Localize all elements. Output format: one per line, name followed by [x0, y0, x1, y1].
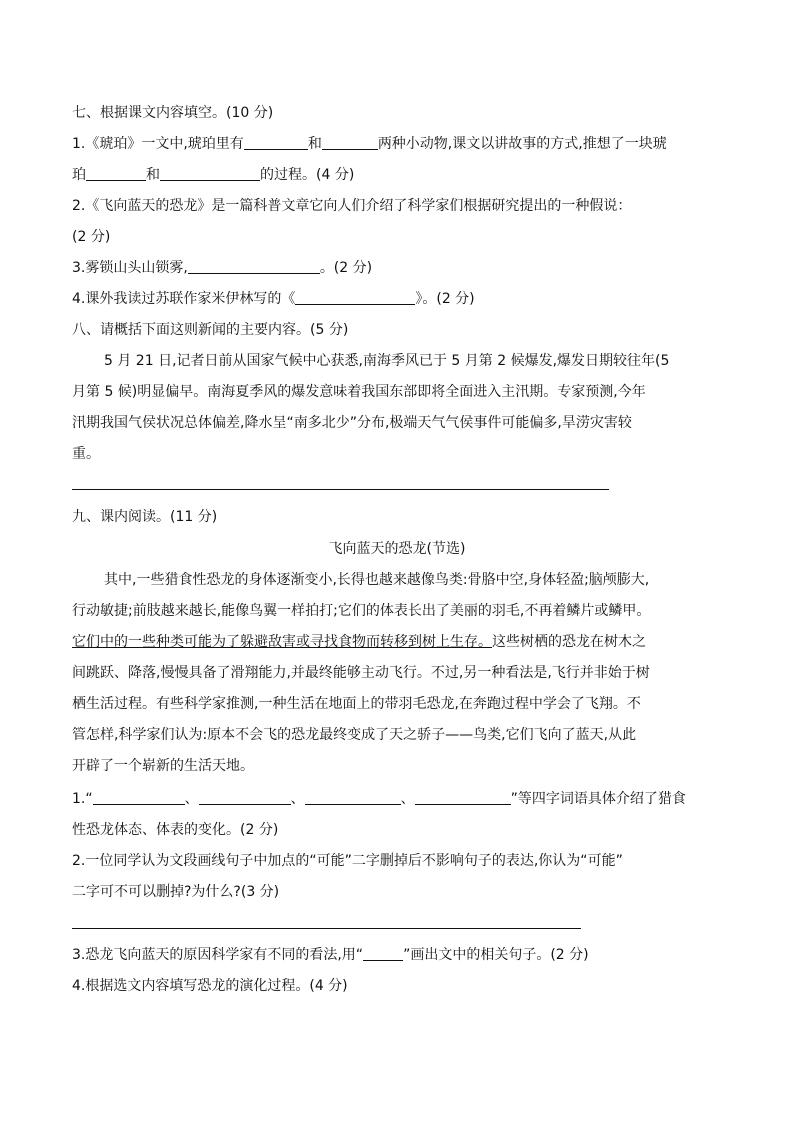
answer-blank[interactable]: [295, 290, 415, 305]
news-paragraph-line: 月第 5 候)明显偏早。南海夏季风的爆发意味着我国东部即将全面进入主汛期。专家预测,今年: [72, 384, 646, 400]
question-text: 和: [146, 167, 160, 183]
question-text: 、: [400, 791, 415, 807]
question-7-2-line-2: (2 分): [72, 229, 111, 245]
question-text: 珀: [72, 167, 86, 183]
question-7-2-line-1: 2.《飞向蓝天的恐龙》是一篇科普文章它向人们介绍了科学家们根据研究提出的一种假说：: [72, 198, 632, 214]
question-text: 的过程。(4 分): [260, 167, 355, 183]
question-9-1-line-1: [72, 790, 686, 808]
question-text: 》。(2 分): [415, 291, 475, 307]
answer-blank[interactable]: [363, 946, 403, 961]
question-text: 。(2 分): [319, 260, 373, 276]
section-9-title: 九、课内阅读。(11 分): [72, 509, 218, 525]
answer-blank[interactable]: [322, 135, 378, 150]
question-text: 、: [290, 791, 305, 807]
answer-blank[interactable]: [93, 790, 185, 805]
question-text: 3.雾锁山头山锁雾,: [72, 260, 188, 276]
question-text: 1.“: [72, 791, 93, 807]
question-9-3: [72, 946, 589, 964]
question-text: 1.《琥珀》一文中,琥珀里有: [72, 136, 244, 152]
question-9-2-line-2: 二字可不可以删掉?为什么?(3 分): [72, 884, 280, 900]
passage-line: [72, 633, 646, 651]
section-7-title: 七、根据课文内容填空。(10 分): [72, 105, 274, 121]
passage-text: 这些树栖的恐龙在树木之: [492, 634, 646, 650]
passage-line: 开辟了一个崭新的生活天地。: [72, 758, 254, 774]
question-7-3: [72, 259, 372, 277]
passage-line: 管怎样,科学家们认为:原本不会飞的恐龙最终变成了天之骄子——鸟类,它们飞向了蓝天,从此: [72, 727, 637, 743]
underlined-sentence: 它们中的一些种类可能为了躲避敌害或寻找食物而转移到树上生存。: [72, 634, 492, 650]
answer-blank[interactable]: [305, 790, 401, 805]
question-text: ”等四字词语具体介绍了猎食: [510, 791, 686, 807]
question-text: 两种小动物,课文以讲故事的方式,推想了一块琥: [377, 136, 667, 152]
question-9-4: 4.根据选文内容填写恐龙的演化过程。(4 分): [72, 978, 348, 994]
answer-blank[interactable]: [199, 790, 291, 805]
question-text: 4.课外我读过苏联作家米伊林写的《: [72, 291, 296, 307]
passage-line: 其中,一些猎食性恐龙的身体逐渐变小,长得也越来越像鸟类:骨胳中空,身体轻盈;脑颅膨大,: [104, 572, 650, 588]
passage-title: 飞向蓝天的恐龙(节选): [328, 541, 466, 557]
news-paragraph-line: 重。: [72, 446, 100, 462]
question-text: ”画出文中的相关句子。(2 分): [403, 947, 589, 963]
answer-blank[interactable]: [188, 259, 320, 274]
question-7-1-line-1: [72, 135, 667, 153]
section-8-title: 八、请概括下面这则新闻的主要内容。(5 分): [72, 322, 349, 338]
passage-line: 栖生活过程。有些科学家推测,一种生活在地面上的带羽毛恐龙,在奔跑过程中学会了飞翔。不: [72, 696, 641, 712]
answer-blank[interactable]: [86, 166, 146, 181]
answer-blank[interactable]: [244, 135, 308, 150]
passage-line: 行动敏捷;前肢越来越长,能像鸟翼一样拍打;它们的体表长出了美丽的羽毛,不再着鳞片或鳞甲。: [72, 603, 651, 619]
news-paragraph-line: 5 月 21 日,记者日前从国家气候中心获悉,南海季风已于 5 月第 2 候爆发,爆发日期较往年(5: [104, 353, 670, 369]
question-text: 、: [184, 791, 199, 807]
question-text: 3.恐龙飞向蓝天的原因科学家有不同的看法,用“: [72, 947, 364, 963]
answer-blank[interactable]: [160, 166, 260, 181]
question-text: 和: [307, 136, 322, 152]
passage-line: 间跳跃、降落,慢慢具备了滑翔能力,并最终能够主动飞行。不过,另一种看法是,飞行并非始于树: [72, 665, 650, 681]
answer-line[interactable]: [72, 489, 609, 490]
news-paragraph-line: 汛期我国气侯状况总体偏差,降水呈“南多北少”分布,极端天气气侯事件可能偏多,旱涝灾害较: [72, 415, 632, 431]
question-9-2-line-1: 2.一位同学认为文段画线句子中加点的“可能”二字删掉后不影响句子的表达,你认为“可能”: [72, 853, 623, 869]
question-7-4: [72, 290, 475, 308]
question-7-1-line-2: [72, 166, 354, 184]
answer-line[interactable]: [72, 928, 581, 929]
answer-blank[interactable]: [415, 790, 511, 805]
question-9-1-line-2: 性恐龙体态、体表的变化。(2 分): [72, 822, 279, 838]
